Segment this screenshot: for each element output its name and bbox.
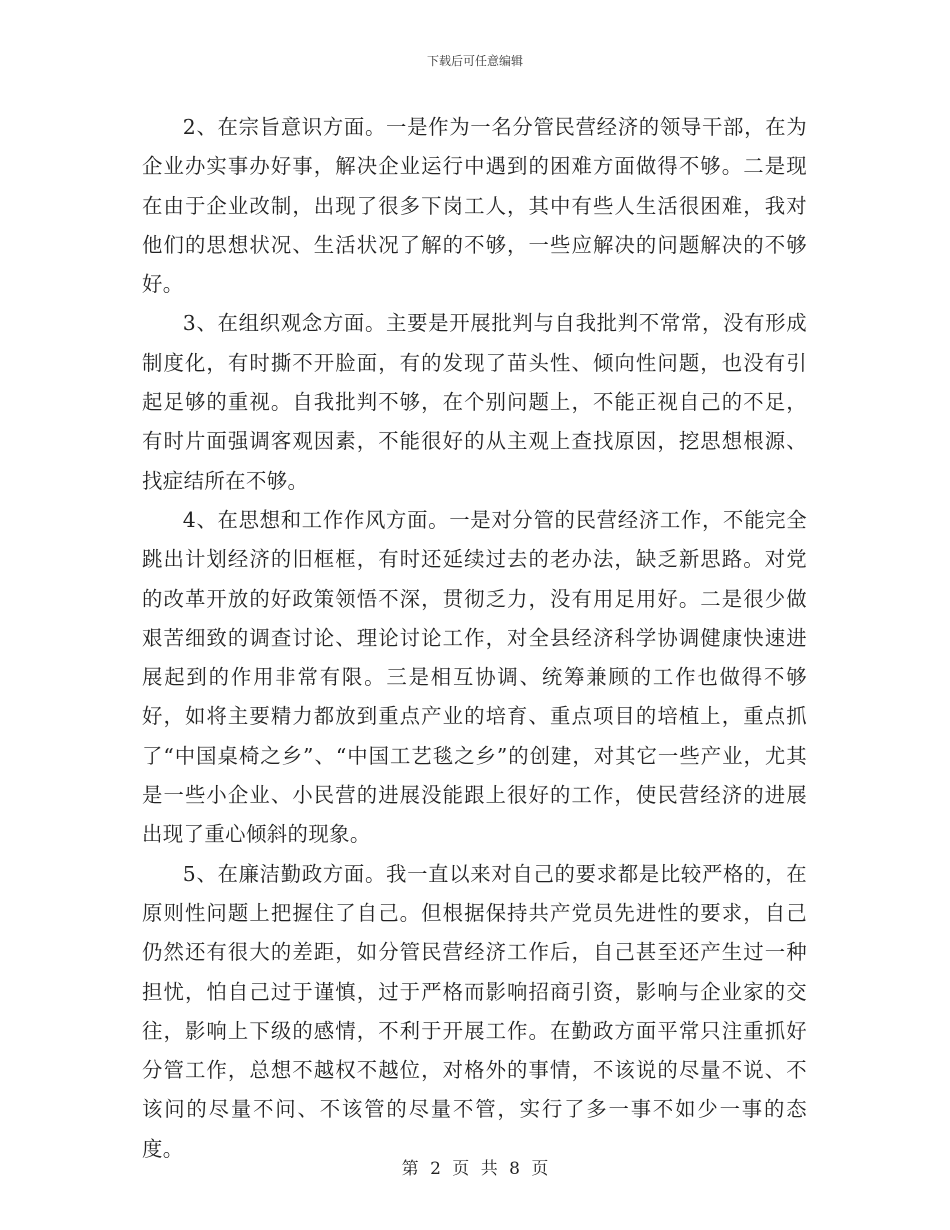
paragraph-organization-concept: 3、在组织观念方面。主要是开展批判与自我批判不常常，没有形成制度化，有时撕不开脸面，有的发现了苗头性、倾向性问题，也没有引起足够的重视。自我批判不够，在个别问题上，不能正视自己的不足，有时片面强调客观因素，不能很好的从主观上查找原因，挖思想根源、找症结所在不够。 (142, 311, 807, 493)
paragraph-work-style: 4、在思想和工作作风方面。一是对分管的民营经济工作，不能完全跳出计划经济的旧框框，有时还延续过去的老办法，缺乏新思路。对党的改革开放的好政策领悟不深，贯彻乏力，没有用足用好。二是很少做艰苦细致的调查讨论、理论讨论工作，对全县经济科学协调健康快速进展起到的作用非常有限。三是相互协调、统筹兼顾的工作也做得不够好，如将主要精力都放到重点产业的培育、重点项目的培植上，重点抓了“中国桌椅之乡”、“中国工艺毯之乡”的创建，对其它一些产业，尤其是一些小企业、小民营的进展没能跟上很好的工作，使民营经济的进展出现了重心倾斜的现象。 (142, 507, 807, 847)
document-body (142, 108, 807, 1169)
paragraph-clean-governance: 5、在廉洁勤政方面。我一直以来对自己的要求都是比较严格的，在原则性问题上把握住了自己。但根据保持共产党员先进性的要求，自己仍然还有很大的差距，如分管民营经济工作后，自己甚至还产生过一种担忧，怕自己过于谨慎，过于严格而影响招商引资，影响与企业家的交往，影响上下级的感情，不利于开展工作。在勤政方面平常只注重抓好分管工作，总想不越权不越位，对格外的事情，不该说的尽量不说、不该问的尽量不问、不该管的尽量不管，实行了多一事不如少一事的态度。 (142, 861, 807, 1161)
page-number: 第 2 页 共 8 页 (401, 1159, 549, 1179)
page-header: 下载后可任意编辑 (426, 54, 523, 68)
paragraph-purpose-awareness: 2、在宗旨意识方面。一是作为一名分管民营经济的领导干部，在为企业办实事办好事，解决企业运行中遇到的困难方面做得不够。二是现在由于企业改制，出现了很多下岗工人，其中有些人生活很困难，我对他们的思想状况、生活状况了解的不够，一些应解决的问题解决的不够好。 (142, 115, 807, 297)
